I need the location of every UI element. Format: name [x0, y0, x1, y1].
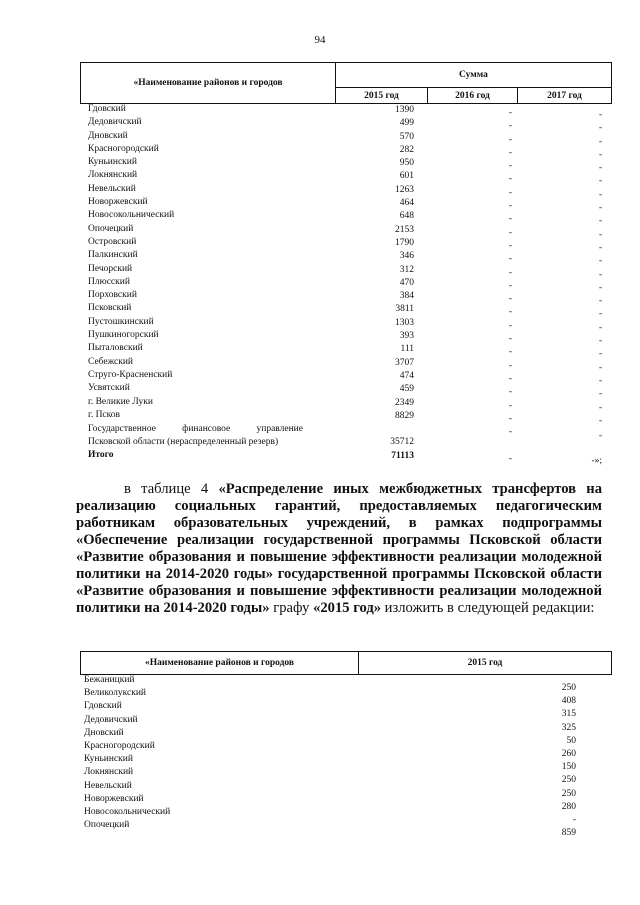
district-name: Плюсский — [88, 276, 130, 287]
value-2016: - — [508, 294, 512, 305]
district-name: г. Великие Луки — [88, 396, 153, 407]
value-2015: 50 — [566, 735, 576, 746]
table-row — [80, 369, 612, 386]
value-2015: 250 — [561, 775, 576, 786]
value-2016: - — [508, 254, 512, 265]
value-2017: - — [598, 242, 602, 253]
table-row — [80, 210, 612, 227]
district-name: Печорский — [88, 263, 133, 274]
value-2017: - — [598, 309, 602, 320]
district-name: Куньинский — [88, 157, 137, 168]
table2-body — [80, 675, 612, 839]
reserve-name-word: финансовое — [182, 424, 231, 435]
table1-header-2015: 2015 год — [336, 88, 428, 103]
district-name: Гдовский — [88, 104, 126, 114]
table2-header-2015: 2015 год — [467, 658, 503, 668]
table2-header-name: «Наименование районов и городов — [81, 652, 359, 674]
value-2015: - — [572, 814, 576, 825]
table-row — [80, 117, 612, 134]
value-2016: - — [508, 214, 512, 225]
table1-header-name: «Наименование районов и городов — [81, 63, 336, 103]
value-2017: - — [598, 149, 602, 160]
value-2015: 459 — [399, 384, 414, 395]
para-middle: графу — [269, 600, 314, 616]
value-2016: - — [508, 387, 512, 398]
value-2016: - — [508, 320, 512, 331]
value-2016: - — [508, 174, 512, 185]
value-2016: - — [508, 201, 512, 212]
value-2016: - — [508, 240, 512, 251]
district-name: Себежский — [88, 356, 133, 367]
value-2015: 3811 — [395, 304, 414, 315]
value-2016: - — [508, 108, 512, 118]
table-row — [80, 183, 612, 200]
district-name: Опочецкий — [88, 223, 134, 234]
value-2015: 384 — [399, 291, 414, 302]
value-2017: - — [598, 269, 602, 280]
value-2015: 250 — [561, 683, 576, 693]
value-2015: 408 — [561, 696, 576, 707]
value-2015: 1390 — [395, 105, 414, 115]
value-2016: - — [508, 307, 512, 318]
value-2015: 315 — [561, 709, 576, 720]
table-row — [80, 396, 612, 413]
district-name: Локнянский — [88, 170, 138, 181]
value-2016: - — [508, 427, 512, 438]
table1-header-sum: Сумма — [336, 63, 611, 88]
district-name: Порховский — [88, 290, 137, 301]
value-2016: - — [508, 334, 512, 345]
district-name: г. Псков — [88, 409, 121, 420]
value-2017: - — [598, 216, 602, 227]
table-row — [80, 130, 612, 147]
value-2015: 260 — [561, 748, 576, 759]
value-2017: - — [598, 229, 602, 240]
amendment-paragraph — [76, 481, 602, 617]
table-row — [80, 104, 612, 120]
district-name: Пустошкинский — [88, 316, 154, 327]
value-2017: - — [598, 176, 602, 187]
table-row — [80, 170, 612, 187]
district-name: Палкинский — [88, 250, 138, 261]
district-name: Дновский — [84, 727, 124, 738]
district-name: Гдовский — [84, 701, 122, 712]
reserve-name-word: Государственное — [88, 424, 156, 435]
district-name: Невельский — [84, 780, 132, 791]
value-2015: 111 — [400, 344, 414, 355]
value-2015: 464 — [399, 198, 414, 209]
value-2016: - — [508, 227, 512, 238]
district-name: Красногородский — [88, 143, 159, 154]
district-name: Бежаницкий — [84, 675, 135, 685]
value-2015: 1263 — [395, 184, 414, 195]
table1-body — [80, 103, 612, 467]
table-row — [80, 276, 612, 293]
total-2015: 71113 — [391, 451, 414, 462]
reserve-name — [88, 423, 303, 449]
table-row — [80, 157, 612, 174]
value-2016: - — [508, 147, 512, 158]
district-name: Новосокольнический — [88, 210, 175, 221]
table-row-reserve — [80, 423, 612, 450]
table-row — [80, 197, 612, 214]
value-2016: - — [508, 161, 512, 172]
value-2016: - — [508, 400, 512, 411]
reserve-name-line2: Псковской области (нераспределенный резерв) — [88, 437, 279, 448]
value-2015: 282 — [399, 144, 414, 155]
value-2015: 3707 — [395, 357, 414, 368]
district-name: Опочецкий — [84, 820, 130, 831]
value-2015: 2349 — [395, 397, 414, 408]
district-name: Псковский — [88, 303, 132, 314]
value-2016: - — [508, 134, 512, 145]
value-2017: - — [598, 110, 602, 120]
value-2015: 280 — [561, 801, 576, 812]
value-2016: - — [508, 121, 512, 132]
value-2015: 150 — [561, 762, 576, 773]
value-2017: - — [598, 256, 602, 267]
value-2017: - — [598, 163, 602, 174]
value-2016: - — [508, 413, 512, 424]
total-2017: -»; — [591, 456, 602, 467]
value-2015: 8829 — [395, 410, 414, 421]
value-2016: - — [508, 267, 512, 278]
para-tail: изложить в следующей редакции: — [381, 600, 595, 616]
value-2015: 950 — [399, 158, 414, 169]
total-label: Итого — [88, 450, 114, 461]
district-name: Невельский — [88, 183, 136, 194]
page-number: 94 — [314, 34, 326, 46]
district-name: Пыталовский — [88, 343, 143, 354]
transfers-table-1 — [80, 62, 612, 467]
value-2015: 1303 — [395, 317, 414, 328]
value-2017: - — [598, 189, 602, 200]
table-row-total — [80, 450, 612, 467]
value-2015: 470 — [399, 277, 414, 288]
table1-header — [80, 62, 612, 103]
table-row — [80, 290, 612, 307]
district-name: Дедовичский — [88, 117, 142, 128]
table-row — [80, 820, 612, 839]
value-2017: - — [598, 375, 602, 386]
value-2016: - — [508, 280, 512, 291]
para-lead: в таблице 4 — [124, 481, 219, 497]
value-2015: 250 — [561, 788, 576, 799]
district-name: Локнянский — [84, 767, 134, 778]
reserve-name-line1 — [88, 423, 303, 436]
district-name: Дновский — [88, 130, 128, 141]
value-2017: - — [598, 123, 602, 134]
value-2017: - — [598, 203, 602, 214]
value-2015: 648 — [399, 211, 414, 222]
para-column-name: «2015 год» — [313, 600, 382, 616]
district-name: Усвятский — [88, 383, 130, 394]
district-name: Новосокольнический — [84, 806, 171, 817]
value-2017: - — [598, 415, 602, 426]
district-name: Струго-Красненский — [88, 369, 173, 380]
table-row — [80, 356, 612, 373]
district-name: Новоржевский — [88, 197, 148, 208]
value-2015: 35712 — [390, 437, 414, 448]
value-2017: - — [598, 282, 602, 293]
value-2017: - — [598, 402, 602, 413]
district-name: Великолукский — [84, 688, 147, 699]
value-2017: - — [598, 431, 602, 442]
table-row — [80, 675, 612, 693]
district-name: Островский — [88, 236, 137, 247]
value-2015: 499 — [399, 118, 414, 129]
value-2017: - — [598, 362, 602, 373]
value-2017: - — [598, 336, 602, 347]
table-row — [80, 383, 612, 400]
para-table-title: «Распределение иных межбюджетных трансфертов на реализацию социальных гарантий, предоставляемых педагогическим работникам образовательных учреждений, в рамках подпрограммы «Обеспечение реализации государственной программы Псковской области «Развитие образования и повышение эффективности реализации молодежной политики на 2014-2020 годы» государственной программы Псковской области «Развитие образования и повышение эффективности реализации молодежной политики на 2014-2020 годы» — [76, 481, 603, 616]
value-2015: 474 — [399, 370, 414, 381]
value-2015: 393 — [399, 331, 414, 342]
value-2015: 312 — [399, 264, 414, 275]
transfers-table-2 — [80, 651, 612, 839]
table1-header-2017: 2017 год — [547, 90, 582, 101]
table-row — [80, 330, 612, 347]
value-2017: - — [598, 136, 602, 147]
district-name: Пушкиногорский — [88, 330, 159, 341]
value-2017: - — [598, 349, 602, 360]
table-row — [80, 303, 612, 320]
table1-header-2016: 2016 год — [428, 88, 518, 103]
table-row — [80, 409, 612, 426]
district-name: Новоржевский — [84, 793, 144, 804]
value-2015: 325 — [561, 722, 576, 733]
value-2015: 346 — [399, 251, 414, 262]
value-2016: - — [508, 373, 512, 384]
value-2016: - — [508, 187, 512, 198]
table-row — [80, 143, 612, 160]
value-2017: - — [598, 322, 602, 333]
district-name: Куньинский — [84, 754, 133, 765]
value-2015: 570 — [399, 131, 414, 142]
table-row — [80, 343, 612, 360]
table-row — [80, 250, 612, 267]
value-2015: 859 — [561, 828, 576, 839]
district-name: Дедовичский — [84, 714, 138, 725]
value-2016: - — [508, 347, 512, 358]
value-2017: - — [598, 389, 602, 400]
value-2015: 2153 — [395, 224, 414, 235]
district-name: Красногородский — [84, 740, 155, 751]
value-2015: 1790 — [395, 237, 414, 248]
value-2017: - — [598, 296, 602, 307]
table-row — [80, 263, 612, 280]
table-row — [80, 316, 612, 333]
table-row — [80, 236, 612, 253]
value-2015: 601 — [399, 171, 414, 182]
reserve-name-word: управление — [256, 424, 303, 435]
table2-header — [80, 651, 612, 675]
table-row — [80, 223, 612, 240]
total-2016: - — [508, 454, 512, 465]
value-2016: - — [508, 360, 512, 371]
